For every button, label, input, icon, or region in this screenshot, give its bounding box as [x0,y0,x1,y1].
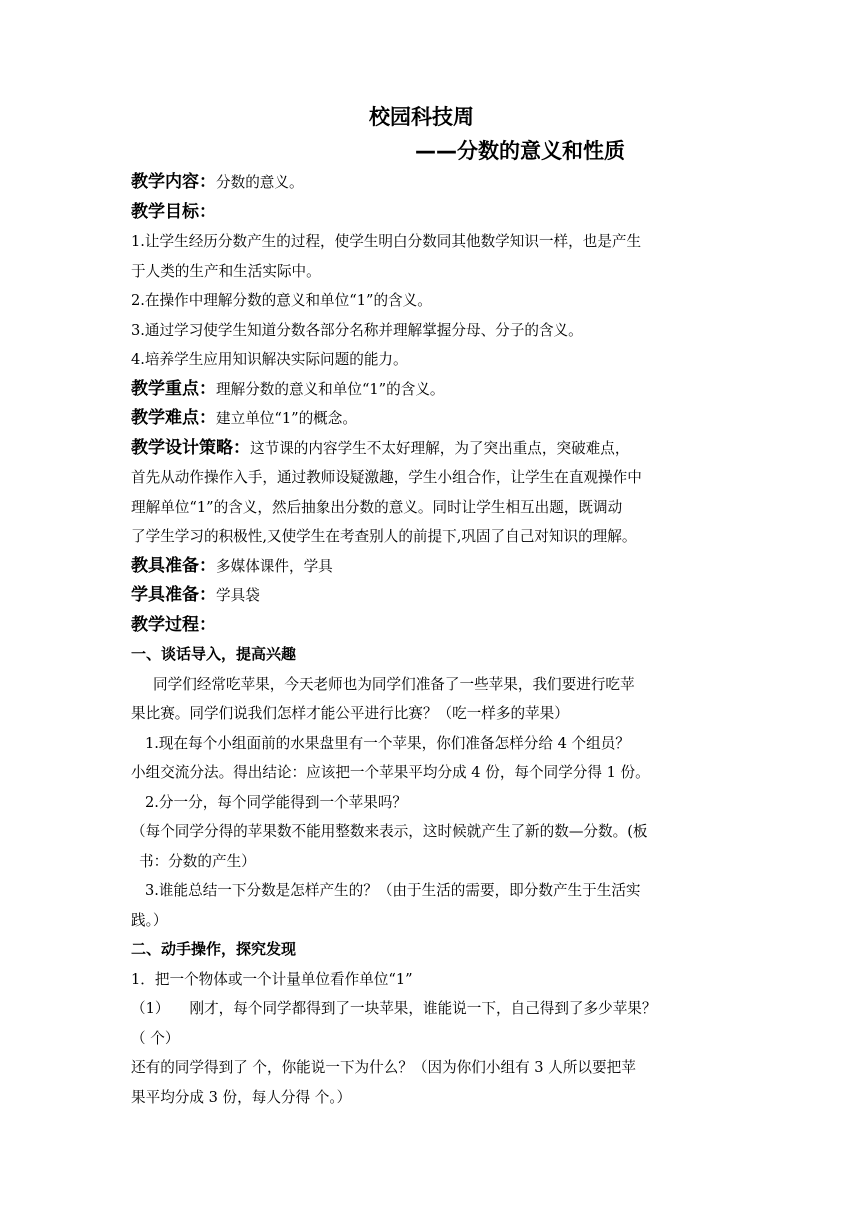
section1-line: 2.分一分，每个同学能得到一个苹果吗？ [145,793,408,811]
goal-item: 3.通过学习使学生知道分数各部分名称并理解掌握分母、分子的含义。 [131,321,583,339]
section1-line: 践。） [131,911,168,929]
strategy-label: 教学设计策略： [131,437,250,458]
content-text: 分数的意义。 [216,174,304,191]
section1-heading: 一、谈话导入，提高兴趣 [131,645,297,663]
teacher-tools-label: 教具准备： [131,555,216,576]
item-number: （1） [131,1000,170,1017]
section1-line: 书：分数的产生） [139,852,256,870]
section1-line: 同学们经常吃苹果，今天老师也为同学们准备了一些苹果，我们要进行吃苹 [153,675,635,693]
difficulty-line [131,404,737,434]
document-subtitle: ——分数的意义和性质 [415,139,625,163]
focus-line [131,375,737,405]
section2-line: 果平均分成 3 份，每人分得 个。） [131,1088,352,1106]
section2-line [131,994,737,1024]
focus-label: 教学重点： [131,378,216,399]
goal-item: 2.在操作中理解分数的意义和单位“1”的含义。 [131,292,432,309]
section2-heading: 二、动手操作，探究发现 [131,940,297,958]
teacher-tools-text: 多媒体课件，学具 [216,557,333,575]
student-tools-label: 学具准备： [131,585,216,605]
document-page [131,100,737,1112]
content-line [131,168,737,198]
process-label-line [131,611,737,641]
document-title: 校园科技周 [369,105,474,129]
process-label: 教学过程： [131,614,216,635]
student-tools-line [131,581,737,611]
section1-line: 果比赛。同学们说我们怎样才能公平进行比赛？（吃一样多的苹果） [131,705,569,722]
teacher-tools-line [131,552,737,582]
section1-line: 1.现在每个小组面前的水果盘里有一个苹果，你们准备怎样分给 4 个组员？ [145,734,630,752]
difficulty-label: 教学难点： [131,408,216,428]
strategy-line [131,434,737,464]
goal-item: 4.培养学生应用知识解决实际问题的能力。 [131,351,408,368]
focus-text: 理解分数的意义和单位“1”的含义。 [216,380,445,398]
difficulty-text: 建立单位“1”的概念。 [216,410,357,427]
section1-line: 3.谁能总结一下分数是怎样产生的？（由于生活的需要，即分数产生于生活实 [145,882,641,899]
section2-line: 还有的同学得到了 个，你能说一下为什么？（因为你们小组有 3 人所以要把苹 [131,1059,636,1076]
strategy-text: 这节课的内容学生不太好理解，为了突出重点，突破难点， [250,439,630,457]
strategy-line: 首先从动作操作入手，通过教师设疑激趣，学生小组合作，让学生在直观操作中 [131,469,642,486]
goals-label-line [131,198,737,228]
strategy-line: 了学生学习的积极性,又使学生在考查别人的前提下,巩固了自己对知识的理解。 [131,528,637,545]
goal-item: 1.让学生经历分数产生的过程，使学生明白分数同其他数学知识一样，也是产生 [131,233,642,250]
student-tools-text: 学具袋 [216,587,260,604]
content-label: 教学内容： [131,172,216,192]
section1-line: （每个同学分得的苹果数不能用整数来表示，这时候就产生了新的数—分数。(板 [131,823,648,840]
strategy-line: 理解单位“1”的含义，然后抽象出分数的意义。同时让学生相互出题，既调动 [131,498,623,516]
goals-label: 教学目标： [131,201,216,222]
section1-line: 小组交流分法。得出结论：应该把一个苹果平均分成 4 份，每个同学分得 1 份。 [131,764,650,781]
section2-line: （ 个） [131,1029,180,1047]
section2-line: 1．把一个物体或一个计量单位看作单位“1” [131,970,413,988]
item-question: 刚才，每个同学都得到了一块苹果，谁能说一下，自己得到了多少苹果？ [189,1000,657,1017]
goal-item: 于人类的生产和生活实际中。 [131,262,321,280]
